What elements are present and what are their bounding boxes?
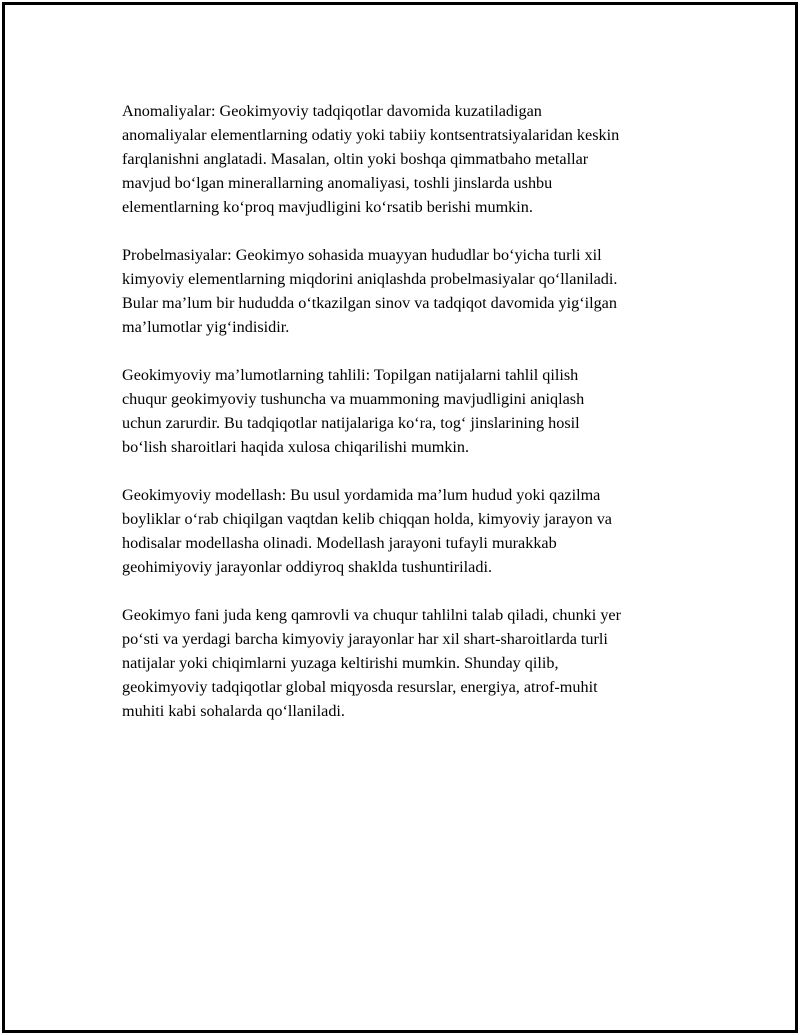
document-body	[122, 99, 702, 747]
paragraph-anomaliyalar	[122, 99, 702, 219]
text-line: Bular ma’lum bir hududda o‘tkazilgan sinov va tadqiqot davomida yig‘ilgan	[122, 294, 617, 312]
text-line: ma’lumotlar yig‘indisidir.	[122, 318, 290, 336]
text-line: muhiti kabi sohalarda qo‘llaniladi.	[122, 702, 345, 720]
text-line: chuqur geokimyoviy tushuncha va muammoning mavjudligini aniqlash	[122, 390, 585, 408]
text-line: mavjud bo‘lgan minerallarning anomaliyasi, toshli jinslarda ushbu	[122, 174, 553, 192]
paragraph-malumotlar-tahlili	[122, 363, 702, 459]
text-line: Anomaliyalar: Geokimyoviy tadqiqotlar davomida kuzatiladigan	[122, 102, 542, 120]
text-line: Probelmasiyalar: Geokimyo sohasida muayyan hududlar bo‘yicha turli xil	[122, 246, 602, 264]
text-line: kimyoviy elementlarning miqdorini aniqlashda probelmasiyalar qo‘llaniladi.	[122, 270, 618, 288]
text-line: elementlarning ko‘proq mavjudligini ko‘rsatib berishi mumkin.	[122, 198, 533, 216]
text-line: natijalar yoki chiqimlarni yuzaga keltirishi mumkin. Shunday qilib,	[122, 654, 559, 672]
paragraph-xulosa	[122, 603, 702, 723]
text-line: Geokimyo fani juda keng qamrovli va chuqur tahlilni talab qiladi, chunki yer	[122, 606, 621, 624]
text-line: anomaliyalar elementlarning odatiy yoki tabiiy kontsentratsiyalaridan keskin	[122, 126, 620, 144]
text-line: bo‘lish sharoitlari haqida xulosa chiqarilishi mumkin.	[122, 438, 470, 456]
text-line: Geokimyoviy ma’lumotlarning tahlili: Topilgan natijalarni tahlil qilish	[122, 366, 579, 384]
paragraph-modellash	[122, 483, 702, 579]
text-line: po‘sti va yerdagi barcha kimyoviy jarayonlar har xil shart-sharoitlarda turli	[122, 630, 608, 648]
text-line: farqlanishni anglatadi. Masalan, oltin yoki boshqa qimmatbaho metallar	[122, 150, 589, 168]
text-line: hodisalar modellasha olinadi. Modellash jarayoni tufayli murakkab	[122, 534, 557, 552]
text-line: geohimiyoviy jarayonlar oddiyroq shaklda tushuntiriladi.	[122, 558, 492, 576]
page-frame	[2, 2, 798, 1033]
text-line: Geokimyoviy modellash: Bu usul yordamida ma’lum hudud yoki qazilma	[122, 486, 601, 504]
text-line: uchun zarurdir. Bu tadqiqotlar natijalariga ko‘ra, tog‘ jinslarining hosil	[122, 414, 580, 432]
text-line: geokimyoviy tadqiqotlar global miqyosda resurslar, energiya, atrof-muhit	[122, 678, 598, 696]
paragraph-probelmasiyalar	[122, 243, 702, 339]
text-line: boyliklar o‘rab chiqilgan vaqtdan kelib chiqqan holda, kimyoviy jarayon va	[122, 510, 612, 528]
